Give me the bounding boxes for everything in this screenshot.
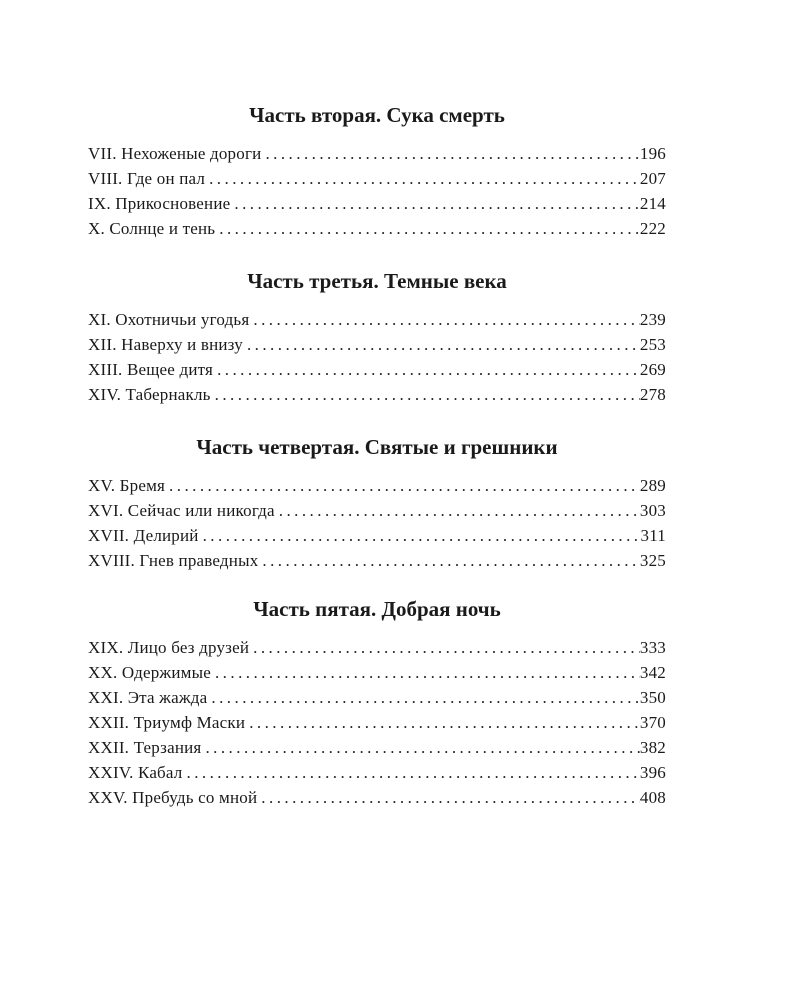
entry-title: XXII. Терзания <box>88 738 202 757</box>
entry-page-number: 333 <box>639 638 666 657</box>
entry-page-number: 207 <box>639 169 666 188</box>
dot-leader <box>249 710 640 735</box>
toc-entry[interactable] <box>88 332 666 357</box>
dot-leader <box>261 785 640 810</box>
entry-page-number: 269 <box>639 360 666 379</box>
toc-entry[interactable] <box>88 760 666 785</box>
entry-page-number: 196 <box>639 144 666 163</box>
entry-title: XXIV. Кабал <box>88 763 183 782</box>
entry-title: VII. Нехоженые дороги <box>88 144 262 163</box>
entry-page-number: 214 <box>639 194 666 213</box>
entry-title: XV. Бремя <box>88 476 166 495</box>
toc-entry[interactable] <box>88 710 666 735</box>
entry-title: XVIII. Гнев праведных <box>88 551 259 570</box>
dot-leader <box>265 141 639 166</box>
entry-title: XX. Одержимые <box>88 663 211 682</box>
entry-title: IX. Прикосновение <box>88 194 231 213</box>
entry-title: XXI. Эта жажда <box>88 688 208 707</box>
dot-leader <box>262 548 639 573</box>
dot-leader <box>253 635 640 660</box>
dot-leader <box>247 332 640 357</box>
entry-title: XXII. Триумф Маски <box>88 713 246 732</box>
toc-entry[interactable] <box>88 307 666 332</box>
dot-leader <box>203 523 641 548</box>
dot-leader <box>205 735 639 760</box>
toc-entry[interactable] <box>88 382 666 407</box>
entry-page-number: 342 <box>639 663 666 682</box>
part-four <box>88 433 666 573</box>
dot-leader <box>279 498 640 523</box>
part-title: Часть вторая. Сука смерть <box>249 103 505 127</box>
entry-page-number: 370 <box>639 713 666 732</box>
dot-leader <box>209 166 640 191</box>
dot-leader <box>234 191 640 216</box>
toc-entry[interactable] <box>88 785 666 810</box>
dot-leader <box>169 473 640 498</box>
toc-entry[interactable] <box>88 473 666 498</box>
entry-page-number: 289 <box>639 476 666 495</box>
entry-page-number: 239 <box>639 310 666 329</box>
entry-page-number: 396 <box>639 763 666 782</box>
entry-page-number: 350 <box>639 688 666 707</box>
dot-leader <box>217 357 640 382</box>
dot-leader <box>253 307 639 332</box>
entry-page-number: 222 <box>639 219 666 238</box>
toc-entry[interactable] <box>88 660 666 685</box>
entry-page-number: 278 <box>639 385 666 404</box>
entry-page-number: 325 <box>639 551 666 570</box>
part-five <box>88 595 666 810</box>
entry-list <box>88 635 666 810</box>
toc-entry[interactable] <box>88 191 666 216</box>
entry-page-number: 303 <box>639 501 666 520</box>
entry-title: XXV. Пребудь со мной <box>88 788 258 807</box>
entry-page-number: 253 <box>639 335 666 354</box>
entry-title: VIII. Где он пал <box>88 169 206 188</box>
entry-list <box>88 141 666 241</box>
toc-entry[interactable] <box>88 685 666 710</box>
entry-title: XII. Наверху и внизу <box>88 335 243 354</box>
entry-title: X. Солнце и тень <box>88 219 216 238</box>
toc-entry[interactable] <box>88 635 666 660</box>
entry-list <box>88 473 666 573</box>
toc-entry[interactable] <box>88 548 666 573</box>
entry-page-number: 311 <box>640 526 666 545</box>
entry-title: XVII. Делирий <box>88 526 199 545</box>
entry-title: XIX. Лицо без друзей <box>88 638 250 657</box>
entry-title: XIII. Вещее дитя <box>88 360 214 379</box>
entry-title: XVI. Сейчас или никогда <box>88 501 275 520</box>
part-two <box>88 101 666 241</box>
dot-leader <box>187 760 640 785</box>
dot-leader <box>215 660 640 685</box>
entry-page-number: 408 <box>639 788 666 807</box>
toc-entry[interactable] <box>88 141 666 166</box>
toc-entry[interactable] <box>88 216 666 241</box>
toc-entry[interactable] <box>88 735 666 760</box>
entry-page-number: 382 <box>639 738 666 757</box>
dot-leader <box>215 382 640 407</box>
dot-leader <box>211 685 639 710</box>
part-title: Часть пятая. Добрая ночь <box>253 597 501 621</box>
toc-entry[interactable] <box>88 523 666 548</box>
part-three <box>88 267 666 407</box>
dot-leader <box>219 216 640 241</box>
toc-entry[interactable] <box>88 357 666 382</box>
entry-title: XIV. Табернакль <box>88 385 211 404</box>
entry-list <box>88 307 666 407</box>
entry-title: XI. Охотничьи угодья <box>88 310 250 329</box>
part-title: Часть третья. Темные века <box>247 269 507 293</box>
toc-entry[interactable] <box>88 498 666 523</box>
toc-entry[interactable] <box>88 166 666 191</box>
part-title: Часть четвертая. Святые и грешники <box>196 435 558 459</box>
